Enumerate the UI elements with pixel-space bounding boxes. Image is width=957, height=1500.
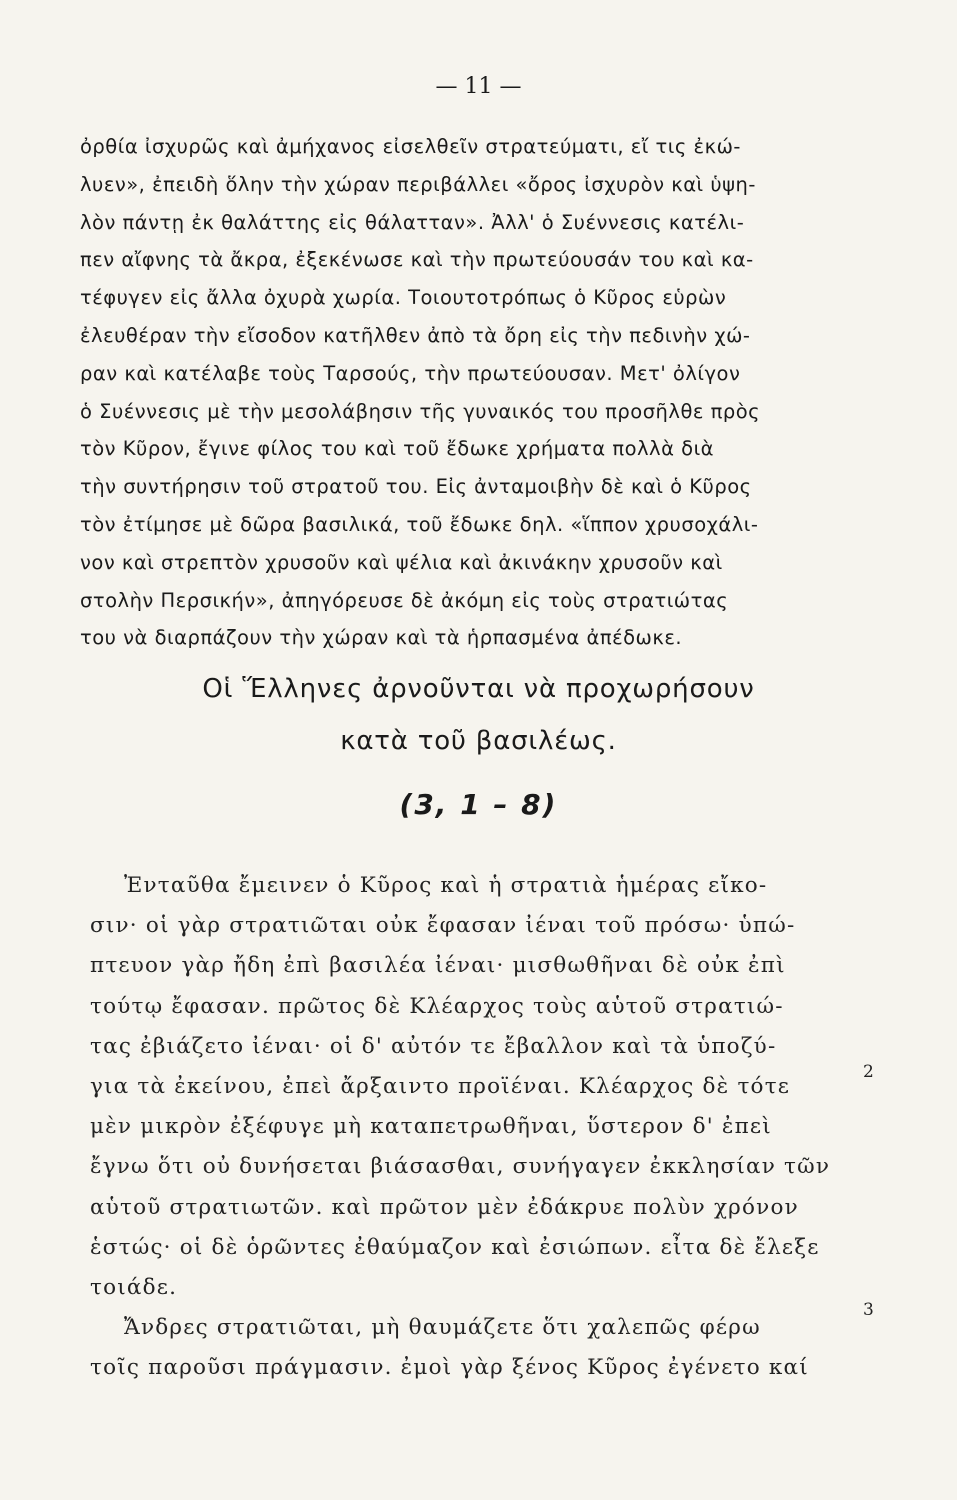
text-line: λυεν», ἐπειδὴ ὅλην τὴν χώραν περιβάλλει «ὄρος ἰσχυρὸν καὶ ὑψη- — [80, 172, 756, 196]
page-number: — 11 — — [435, 74, 522, 99]
text-line: τας ἐβιάζετο ἰέναι· οἱ δ' αὐτόν τε ἔβαλλον καὶ τὰ ὑποζύ- — [90, 1033, 777, 1059]
section-heading-line-1: Οἱ Ἕλληνες ἀρνοῦνται νὰ προχωρήσουν — [202, 674, 755, 704]
text-line: τὸν ἐτίμησε μὲ δῶρα βασιλικά, τοῦ ἔδωκε δηλ. «ἵππον χρυσοχάλι- — [80, 512, 759, 536]
text-line: τὴν συντήρησιν τοῦ στρατοῦ του. Εἰς ἀνταμοιβὴν δὲ καὶ ὁ Κῦρος — [80, 475, 752, 499]
text-line: ἐλευθέραν τὴν εἴσοδον κατῆλθεν ἀπὸ τὰ ὄρη εἰς τὴν πεδινὴν χώ- — [80, 323, 751, 347]
text-line: τοῖς παροῦσι πράγμασιν. ἐμοὶ γὰρ ξένος Κῦρος ἐγένετο καί — [90, 1355, 809, 1381]
text-line: αὑτοῦ στρατιωτῶν. καὶ πρῶτον μὲν ἐδάκρυε πολὺν χρόνον — [90, 1194, 799, 1220]
text-line: τέφυγεν εἰς ἄλλα ὀχυρὰ χωρία. Τοιουτοτρόπως ὁ Κῦρος εὑρὼν — [80, 286, 727, 310]
margin-section-number: 3 — [863, 1300, 874, 1320]
text-line: του νὰ διαρπάζουν τὴν χώραν καὶ τὰ ἡρπασμένα ἀπέδωκε. — [80, 626, 683, 650]
text-line: πτευον γὰρ ἤδη ἐπὶ βασιλέα ἰέναι· μισθωθῆναι δὲ οὐκ ἐπὶ — [90, 953, 786, 979]
text-line: τὸν Κῦρον, ἔγινε φίλος του καὶ τοῦ ἔδωκε χρήματα πολλὰ διὰ — [80, 437, 715, 461]
text-line: πεν αἴφνης τὰ ἄκρα, ἐξεκένωσε καὶ τὴν πρωτεύουσάν του καὶ κα- — [80, 248, 754, 272]
text-line: νον καὶ στρεπτὸν χρυσοῦν καὶ ψέλια καὶ ἀκινάκην χρυσοῦν καὶ — [80, 550, 723, 574]
paragraph-2-ancient-text — [90, 866, 832, 1389]
text-line: σιν· οἱ γὰρ στρατιῶται οὐκ ἔφασαν ἰέναι τοῦ πρόσω· ὑπώ- — [90, 913, 796, 939]
text-line: ὀρθία ἰσχυρῶς καὶ ἀμήχανος εἰσελθεῖν στρατεύματι, εἴ τις ἐκώ- — [80, 135, 741, 158]
text-line: για τὰ ἐκείνου, ἐπεὶ ἄρξαιντο προϊέναι. Κλέαρχος δὲ τότε — [90, 1074, 791, 1100]
text-line: τούτῳ ἔφασαν. πρῶτος δὲ Κλέαρχος τοὺς αὑτοῦ στρατιώ- — [90, 993, 784, 1019]
text-line: στολὴν Περσικήν», ἀπηγόρευσε δὲ ἀκόμη εἰς τοὺς στρατιώτας — [80, 588, 729, 612]
section-reference: (3, 1 – 8) — [399, 788, 558, 821]
text-line: μὲν μικρὸν ἐξέφυγε μὴ καταπετρωθῆναι, ὕστερον δ' ἐπεὶ — [90, 1114, 772, 1140]
text-line: Ἄνδρες στρατιῶται, μὴ θαυμάζετε ὅτι χαλεπῶς φέρω — [124, 1315, 761, 1341]
text-line: ραν καὶ κατέλαβε τοὺς Ταρσούς, τὴν πρωτεύουσαν. Μετ' ὀλίγον — [80, 361, 741, 385]
section-heading-line-2: κατὰ τοῦ βασιλέως. — [340, 726, 617, 756]
text-line: ἔγνω ὅτι οὐ δυνήσεται βιάσασθαι, συνήγαγεν ἐκκλησίαν τῶν — [90, 1154, 831, 1180]
text-line: ἑστώς· οἱ δὲ ὁρῶντες ἐθαύμαζον καὶ ἐσιώπων. εἶτα δὲ ἔλεξε — [90, 1234, 820, 1260]
text-line: ὁ Συέννεσις μὲ τὴν μεσολάβησιν τῆς γυναικός του προσῆλθε πρὸς — [80, 399, 761, 423]
text-line: Ἐνταῦθα ἔμεινεν ὁ Κῦρος καὶ ἡ στρατιὰ ἡμέρας εἴκο- — [124, 873, 768, 898]
margin-section-number: 2 — [863, 1062, 874, 1082]
paragraph-1 — [80, 128, 832, 657]
text-line: λὸν πάντῃ ἐκ θαλάττης εἰς θάλατταν». Ἀλλ' ὁ Συέννεσις κατέλι- — [80, 210, 745, 234]
text-line: τοιάδε. — [90, 1275, 178, 1301]
